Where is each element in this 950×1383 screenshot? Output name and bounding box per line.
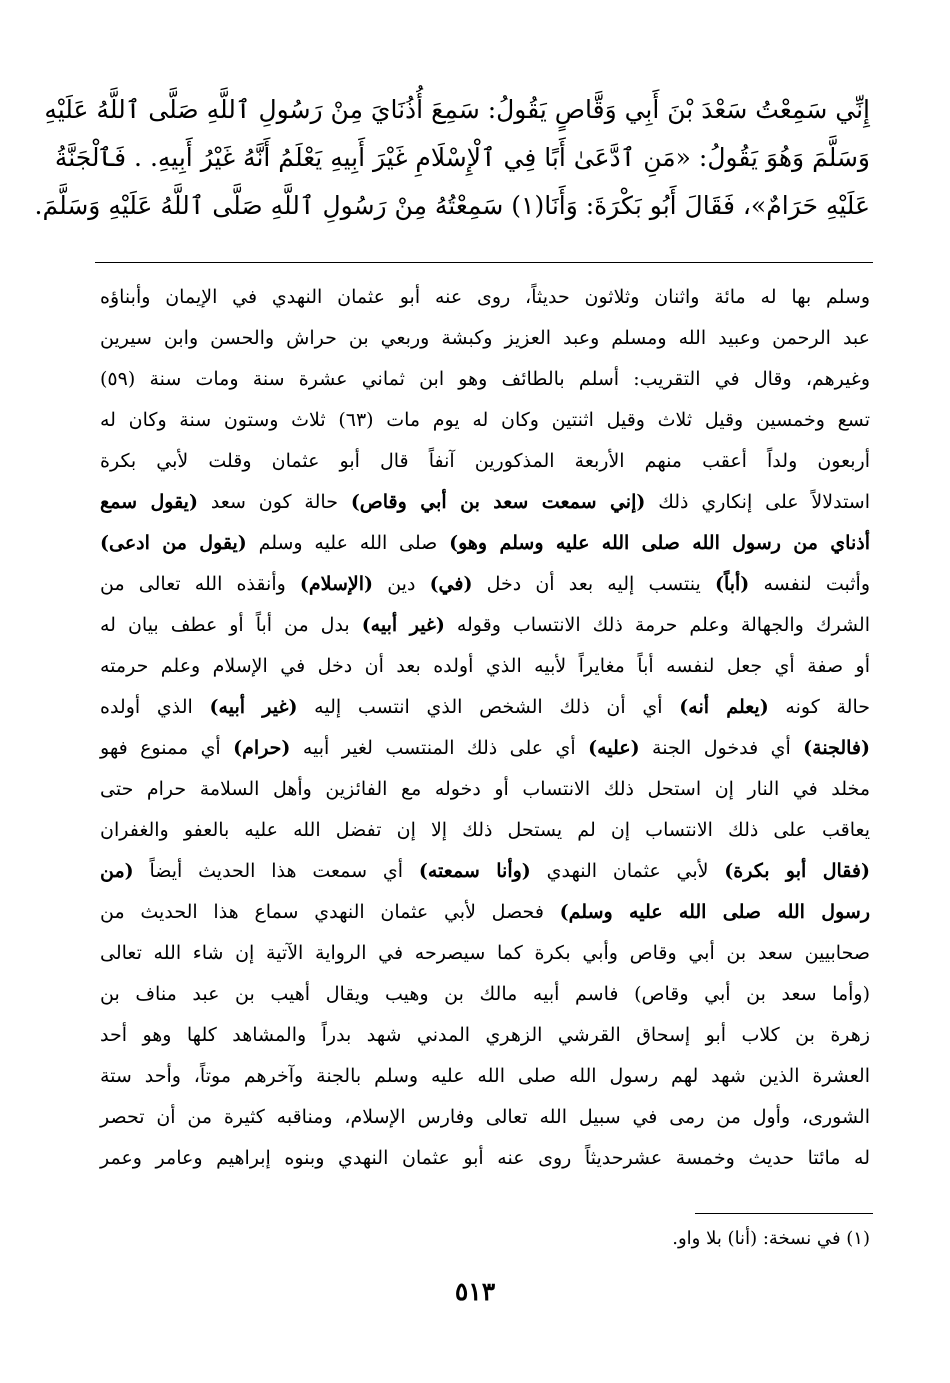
commentary-text: الذي أولده bbox=[100, 696, 210, 718]
commentary-text: دين bbox=[373, 573, 430, 595]
commentary-text: استدلالاً على إنكاري ذلك bbox=[645, 491, 871, 513]
commentary-line-22: له مائتا حديث وخمسة عشرحديثاً روى عنه أبو عثمان النهدي وبنوه إبراهيم وعامر وعمر bbox=[100, 1147, 870, 1169]
footnote: (١) في نسخة: (أنا) بلا واو. bbox=[672, 1228, 870, 1249]
quoted-phrase: (يعلم أنه) bbox=[679, 696, 769, 718]
commentary-line-8 bbox=[100, 563, 870, 605]
commentary-text: صلى الله عليه وسلم bbox=[246, 532, 450, 554]
quoted-phrase: (فالجنة) bbox=[803, 737, 870, 759]
commentary-text: أي ممنوع فهو bbox=[100, 737, 234, 759]
commentary-text: وأنقذه الله تعالى من bbox=[100, 573, 300, 595]
commentary-line-20: العشرة الذين شهد لهم رسول الله صلى الله عليه وسلم بالجنة وآخرهم موتاً، وأحد ستة bbox=[100, 1065, 870, 1087]
page-number: ٥١٣ bbox=[454, 1277, 496, 1306]
quoted-phrase: (من bbox=[100, 860, 134, 882]
commentary-line-15 bbox=[100, 850, 870, 892]
quoted-phrase: (أباً) bbox=[714, 573, 750, 595]
commentary-text: أي فدخول الجنة bbox=[639, 737, 804, 759]
commentary-text: لأبي عثمان النهدي bbox=[530, 860, 725, 882]
commentary-line-5: أربعون ولداً أعقب منهم الأربعة المذكورين آنفاً قال أبو عثمان وقلت لأبي بكرة bbox=[100, 450, 870, 472]
commentary-line-14: يعاقب على ذلك الانتساب إن لم يستحل ذلك إلا إن تفضل الله عليه بالعفو والغفران bbox=[100, 819, 870, 841]
commentary-line-4: تسع وخمسين وقيل ثلاث وقيل اثنتين وكان له يوم مات (٦٣) ثلاث وستون سنة وكان له bbox=[100, 409, 870, 431]
commentary-line-13: مخلد في النار إن استحل ذلك الانتساب أو دخوله مع الفائزين وأهل السلامة حرام حتى bbox=[100, 778, 870, 800]
commentary-text: حالة كونه bbox=[768, 696, 870, 718]
quoted-phrase: (الإسلام) bbox=[299, 573, 374, 595]
commentary-line-12 bbox=[100, 727, 870, 769]
hadith-line-1: إِنِّي سَمِعْتُ سَعْدَ بْنَ أَبِي وَقَّاصٍ يَقُولُ: سَمِعَ أُذُنَايَ مِنْ رَسُولِ ٱللَّهِ صَلَّى ٱللَّهُ عَلَيْهِ bbox=[44, 95, 870, 124]
quoted-phrase: أذناي من رسول الله صلى الله عليه وسلم وهو) bbox=[449, 532, 870, 554]
commentary-line-10: أو صفة أي جعل لنفسه أباً مغايراً لأبيه الذي أولده بعد أن دخل في الإسلام وعلم حرمته bbox=[100, 655, 870, 677]
commentary-text: ينتسب إليه بعد أن دخل bbox=[472, 573, 715, 595]
commentary-text: أي على ذلك المنتسب لغير أبيه bbox=[290, 737, 589, 759]
commentary-line-18: (وأما سعد بن أبي وقاص) فاسم أبيه مالك بن وهيب ويقال أهيب بن عبد مناف بن bbox=[100, 983, 870, 1005]
commentary-line-17: صحابيين سعد بن أبي وقاص وأبي بكرة كما سيصرحه في الرواية الآتية إن شاء الله تعالى bbox=[100, 942, 870, 964]
quoted-phrase: (حرام) bbox=[233, 737, 291, 759]
commentary-text: أي سمعت هذا الحديث أيضاً bbox=[133, 860, 419, 882]
quoted-phrase: (عليه) bbox=[588, 737, 640, 759]
commentary-line-19: زهرة بن كلاب أبو إسحاق القرشي الزهري المدني شهد بدراً والمشاهد كلها وهو أحد bbox=[100, 1024, 870, 1046]
quoted-phrase: (فقال أبو بكرة) bbox=[724, 860, 870, 882]
commentary-line-6 bbox=[100, 481, 870, 523]
commentary-text: فحصل لأبي عثمان النهدي سماع هذا الحديث من bbox=[100, 901, 560, 923]
quoted-phrase: (غير أبيه) bbox=[361, 614, 445, 636]
quoted-phrase: (إني سمعت سعد بن أبي وقاص) bbox=[350, 491, 646, 513]
commentary-line-2: عبد الرحمن وعبيد الله ومسلم وعبد العزيز وكبشة وربعي بن حراش والحسن وابن سيرين bbox=[100, 327, 870, 349]
commentary-line-1: وسلم بها له مائة واثنان وثلاثون حديثاً، روى عنه أبو عثمان النهدي في الإيمان وأبناؤه bbox=[100, 286, 870, 308]
quoted-phrase: (يقول سمع bbox=[100, 491, 198, 513]
commentary-text: حالة كون سعد bbox=[197, 491, 351, 513]
quoted-phrase: (في) bbox=[429, 573, 473, 595]
commentary-line-16 bbox=[100, 891, 870, 933]
commentary-line-11 bbox=[100, 686, 870, 728]
footnote-divider bbox=[695, 1213, 873, 1214]
quoted-phrase: (وأنا سمعته) bbox=[418, 860, 531, 882]
hadith-line-3: عَلَيْهِ حَرَامٌ»، فَقَالَ أَبُو بَكْرَةَ: وَأَنَا(١) سَمِعْتُهُ مِنْ رَسُولِ ٱللَّهِ صَلَّى ٱللَّهُ عَلَيْهِ وَسَلَّمَ. bbox=[34, 191, 870, 220]
commentary-text: الشرك والجهالة وعلم حرمة ذلك الانتساب وقوله bbox=[444, 614, 870, 636]
section-divider bbox=[95, 262, 873, 263]
commentary-line-7 bbox=[100, 522, 870, 564]
commentary-text: وأثبت لنفسه bbox=[749, 573, 870, 595]
quoted-phrase: (يقول من ادعى) bbox=[100, 532, 247, 554]
commentary-text: أي أن ذلك الشخص الذي انتسب إليه bbox=[297, 696, 680, 718]
commentary-line-9 bbox=[100, 604, 870, 646]
commentary-line-21: الشورى، وأول من رمى في سبيل الله تعالى وفارس الإسلام، ومناقبه كثيرة من أن تحصر bbox=[100, 1106, 870, 1128]
hadith-line-2: وَسَلَّمَ وَهُوَ يَقُولُ: «مَنِ ٱدَّعَىٰ أَبًا فِي ٱلْإِسْلَامِ غَيْرَ أَبِيهِ يَعْلَمُ أَنَّهُ غَيْرُ أَبِيهِ. . فَٱلْجَنَّةُ bbox=[54, 143, 870, 172]
quoted-phrase: (غير أبيه) bbox=[209, 696, 298, 718]
commentary-line-3: وغيرهم، وقال في التقريب: أسلم بالطائف وهو ابن ثماني عشرة سنة ومات سنة (٥٩) bbox=[100, 368, 870, 390]
quoted-phrase: رسول الله صلى الله عليه وسلم) bbox=[559, 901, 870, 923]
commentary-text: بدل من أباً أو عطف بيان له bbox=[100, 614, 362, 636]
